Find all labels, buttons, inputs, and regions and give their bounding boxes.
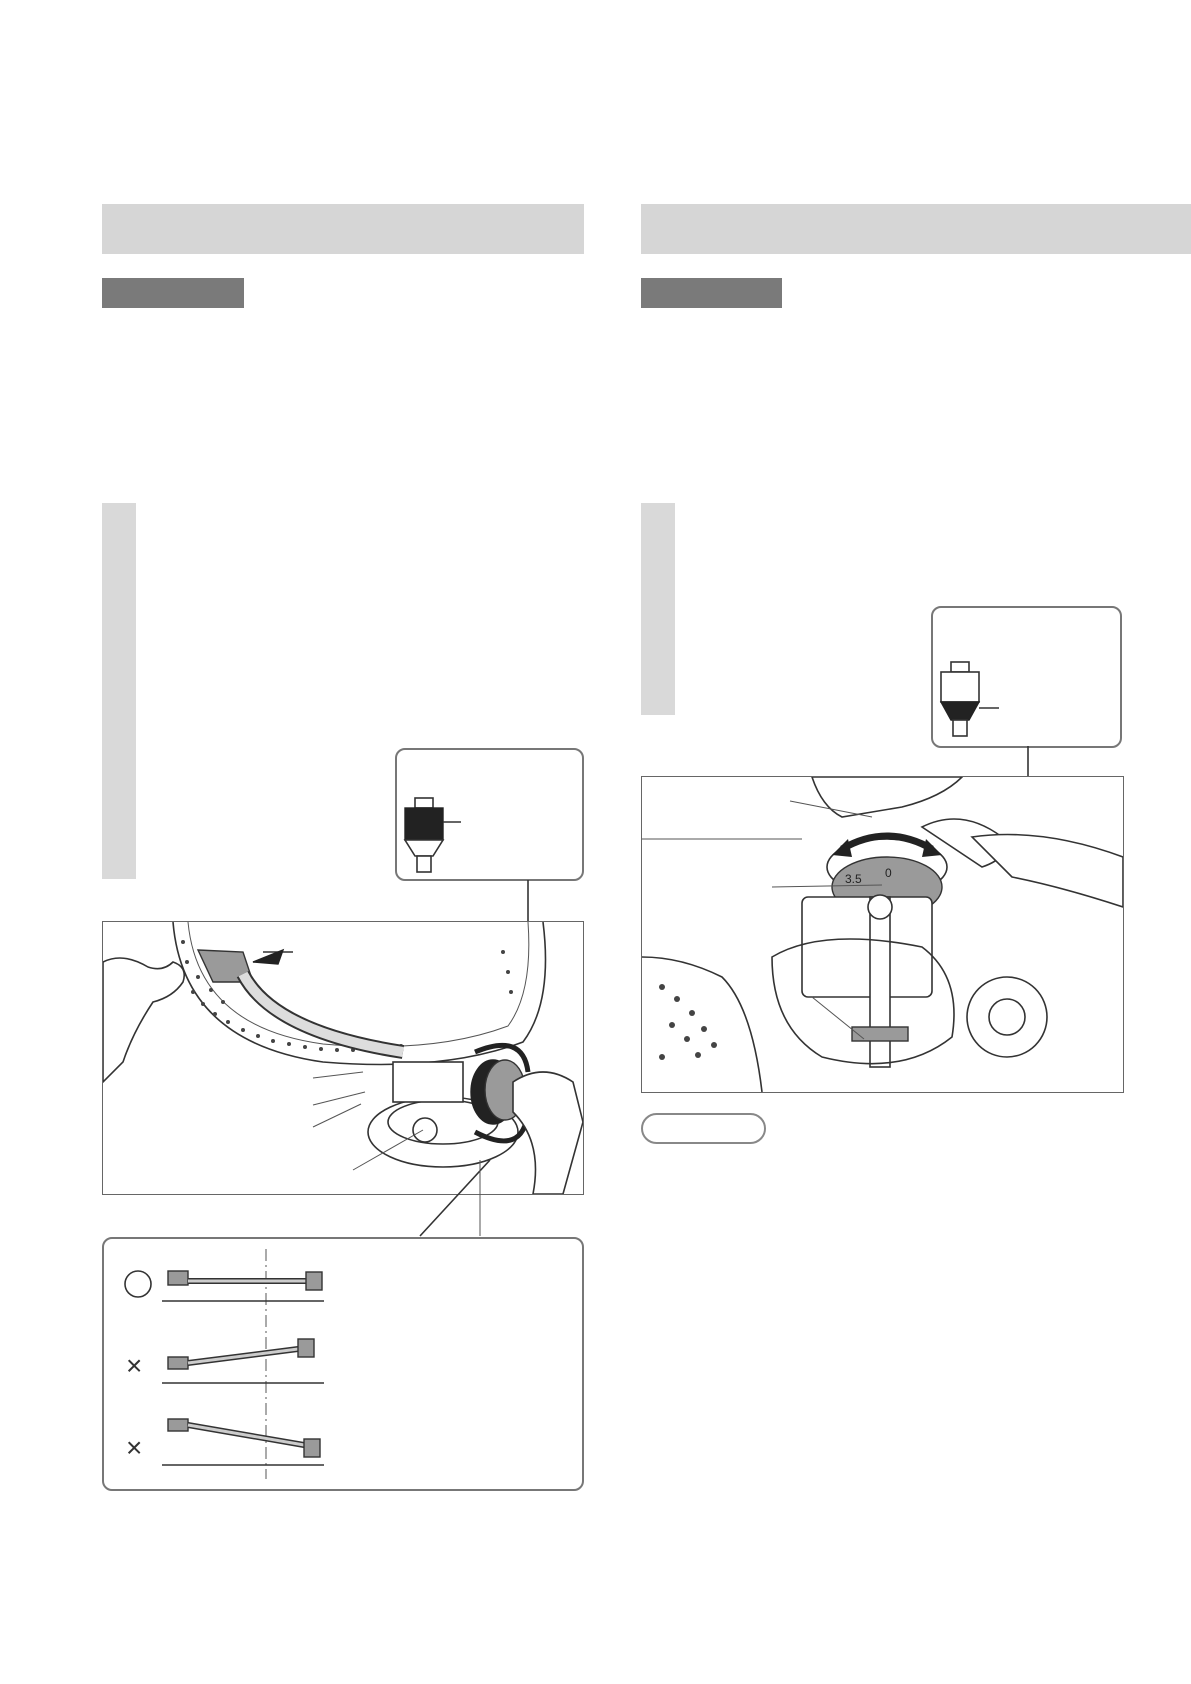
row2-mark: × bbox=[126, 1350, 143, 1381]
right-dial-illustration bbox=[641, 776, 1124, 1093]
tonearm-drawing bbox=[103, 922, 583, 1194]
counterweight-drawing bbox=[642, 777, 1123, 1092]
left-inset-box bbox=[395, 748, 584, 881]
right-section-tag bbox=[641, 278, 782, 308]
dial-label-0: 0 bbox=[885, 866, 892, 880]
stylus-pressure-icon bbox=[933, 608, 1120, 746]
left-section-tag bbox=[102, 278, 244, 308]
dial-label-35: 3.5 bbox=[845, 872, 862, 886]
left-tonearm-illustration bbox=[102, 921, 584, 1195]
left-section-header bbox=[102, 204, 584, 254]
balance-panel bbox=[102, 1237, 584, 1491]
left-step-sidebar bbox=[102, 503, 136, 879]
right-section-header bbox=[641, 204, 1191, 254]
balance-callout-lines bbox=[400, 1160, 510, 1240]
row3-mark: × bbox=[126, 1432, 143, 1463]
stylus-weight-icon bbox=[397, 750, 582, 879]
right-step-sidebar bbox=[641, 503, 675, 715]
right-note-pill bbox=[641, 1113, 766, 1144]
balance-diagram bbox=[104, 1239, 582, 1489]
right-inset-box bbox=[931, 606, 1122, 748]
